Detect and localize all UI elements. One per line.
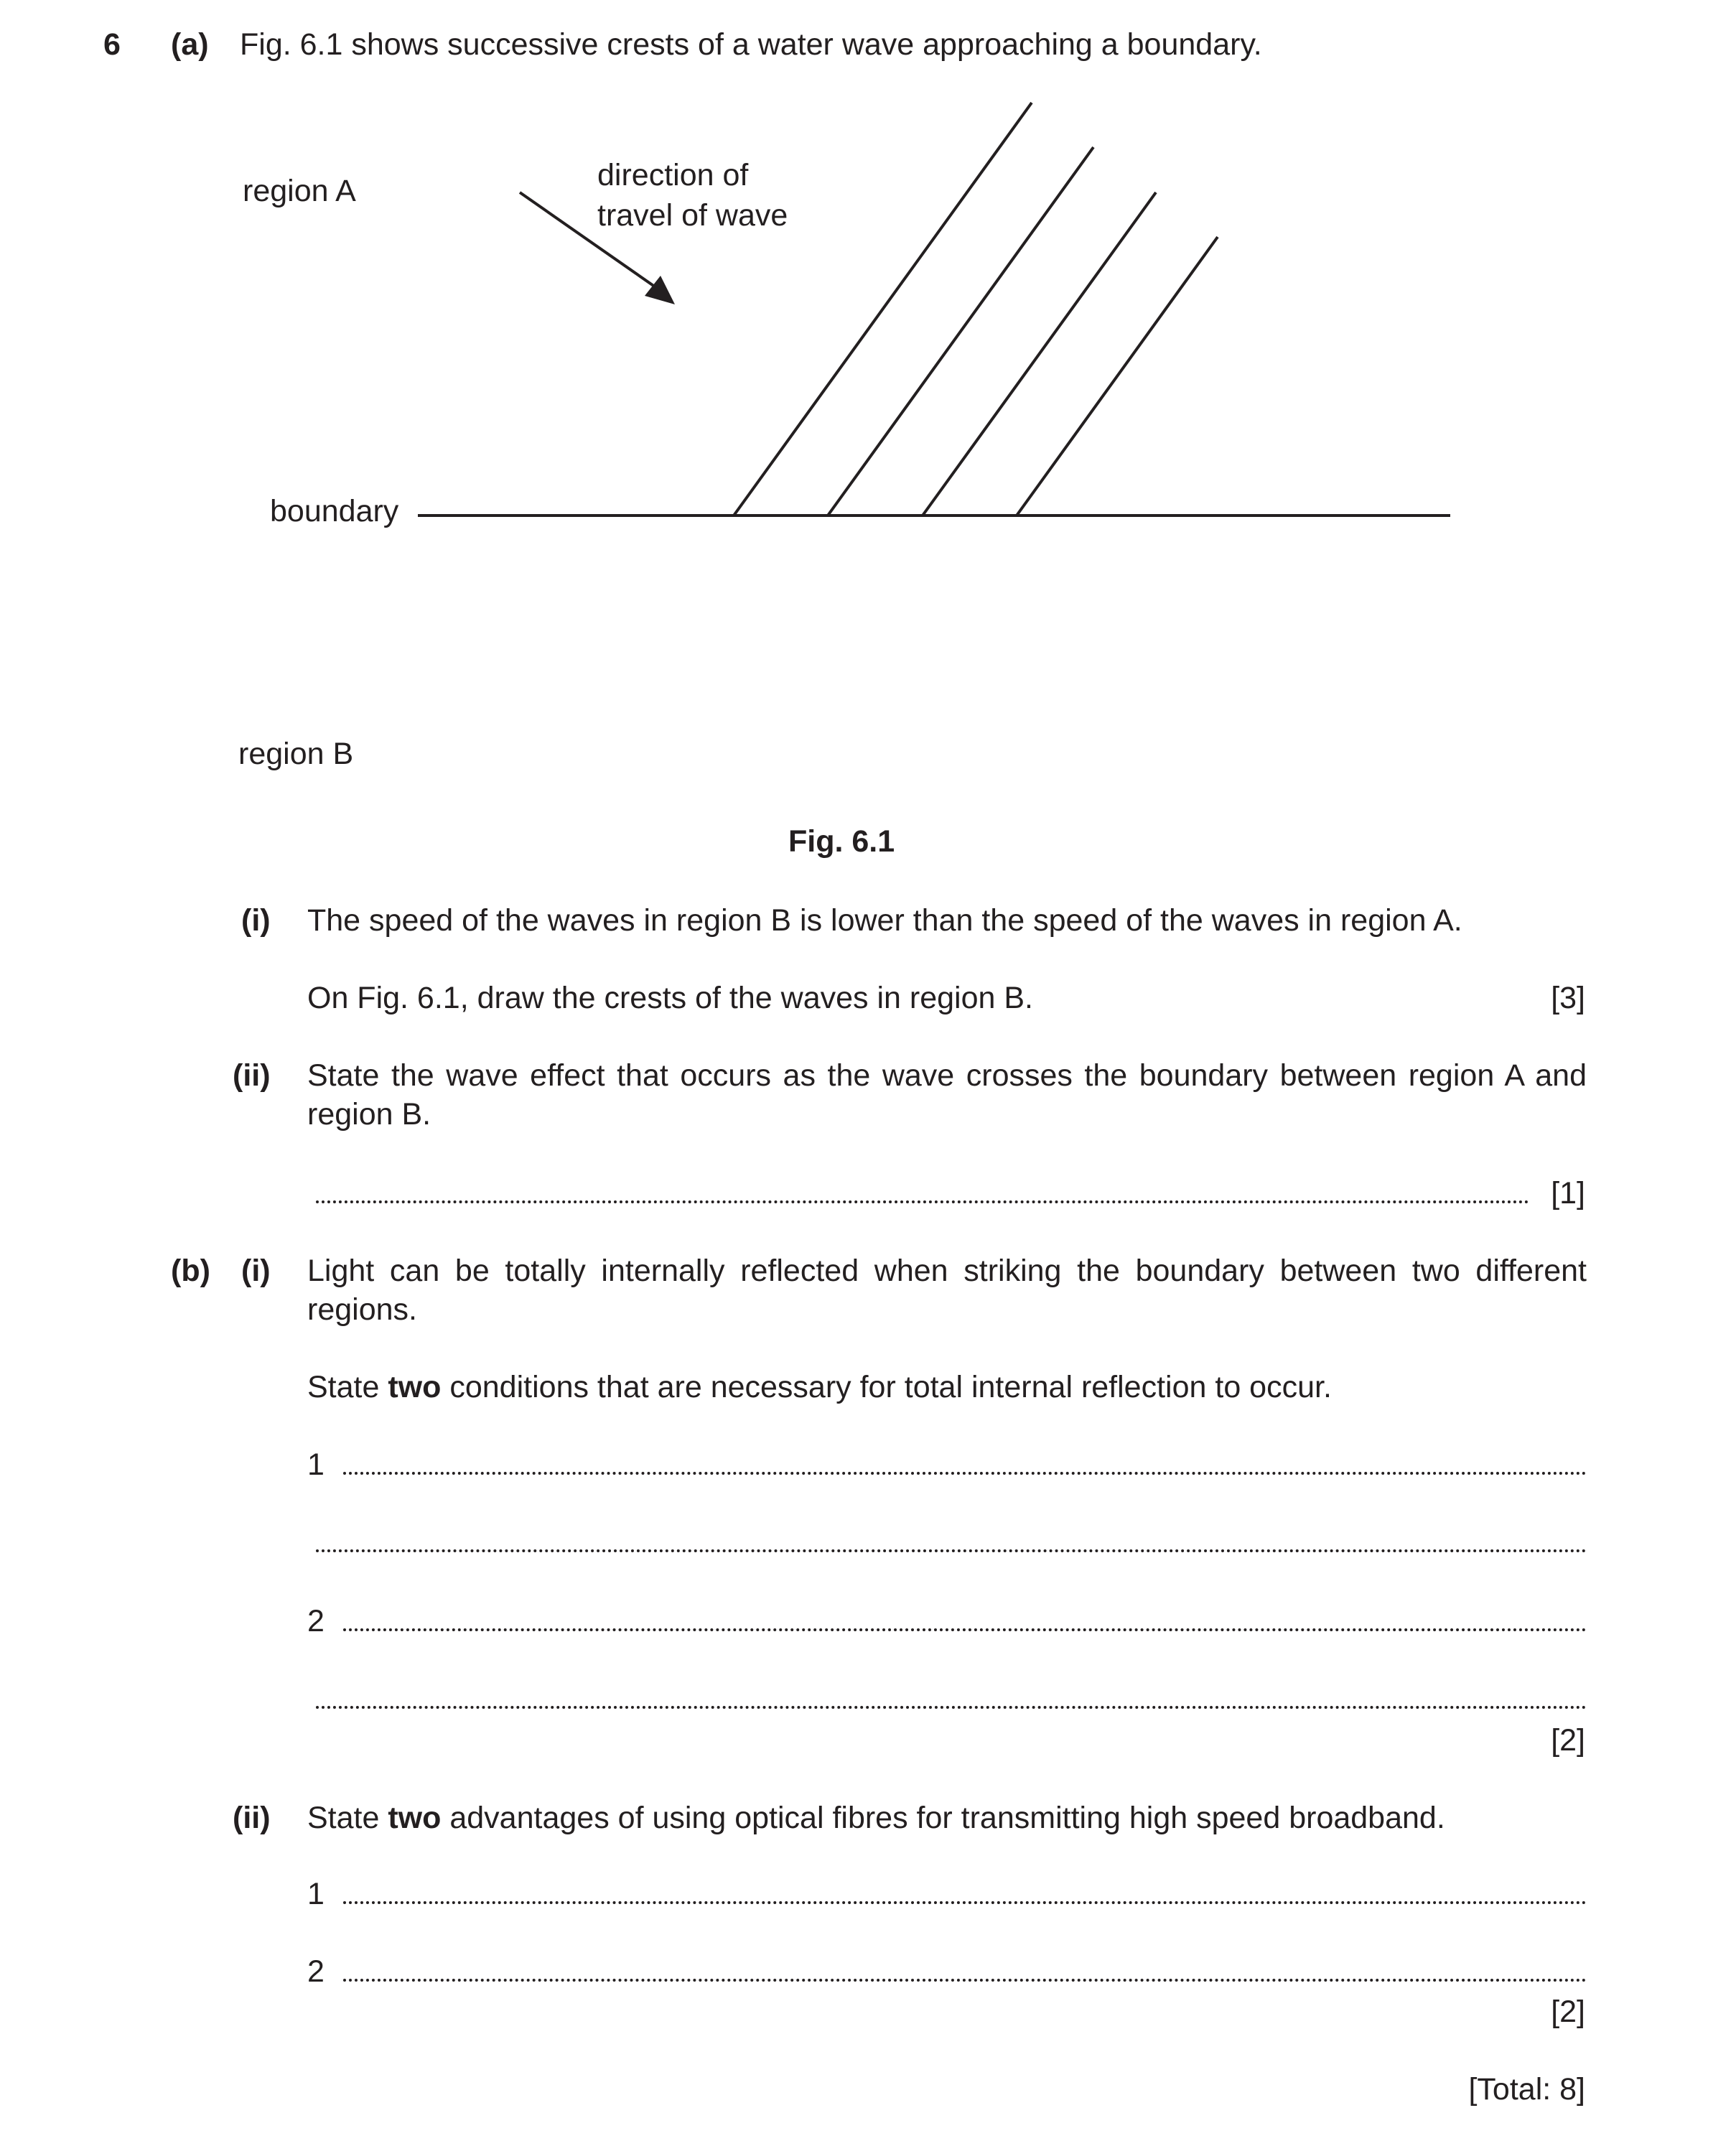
b-ii-instruction: State two advantages of using optical fibres for transmitting high speed broadband. <box>307 1801 1445 1835</box>
part-a-intro: Fig. 6.1 shows successive crests of a water wave approaching a boundary. <box>240 27 1262 62</box>
total-marks: [Total: 8] <box>1468 2072 1585 2107</box>
b-ii-marks: [2] <box>1551 1995 1585 2029</box>
region-b-label: region B <box>238 737 354 771</box>
a-i-label: (i) <box>241 903 271 938</box>
b-i-text: Light can be totally internally reflected when striking the boundary between two different regions. <box>307 1254 1587 1327</box>
b-i-answer-line-2b[interactable] <box>316 1706 1587 1709</box>
boundary-label: boundary <box>270 494 399 528</box>
b-ii-answer-line-1[interactable] <box>343 1901 1587 1904</box>
b-i-line1-number: 1 <box>307 1447 325 1482</box>
b-ii-line2-number: 2 <box>307 1954 325 1989</box>
b-i-instruction: State two conditions that are necessary for total internal reflection to occur. <box>307 1370 1332 1404</box>
direction-label-line1: direction of <box>597 158 749 192</box>
b-i-answer-line-1b[interactable] <box>316 1549 1587 1552</box>
wave-crest-4 <box>1017 237 1218 516</box>
a-ii-marks: [1] <box>1551 1176 1585 1211</box>
b-i-answer-line-2a[interactable] <box>343 1628 1587 1631</box>
b-i-answer-line-1a[interactable] <box>343 1472 1587 1475</box>
a-i-instruction: On Fig. 6.1, draw the crests of the waves in region B. <box>307 981 1033 1015</box>
b-ii-label: (ii) <box>233 1801 271 1835</box>
b-ii-answer-line-2[interactable] <box>343 1979 1587 1982</box>
b-ii-line1-number: 1 <box>307 1877 325 1911</box>
figure-caption: Fig. 6.1 <box>788 824 895 859</box>
part-b-label: (b) <box>171 1254 210 1288</box>
wave-crest-1 <box>734 103 1032 516</box>
a-i-marks: [3] <box>1551 981 1585 1015</box>
b-i-label: (i) <box>241 1254 271 1288</box>
question-number: 6 <box>103 27 121 62</box>
wave-crest-3 <box>923 192 1156 516</box>
a-ii-label: (ii) <box>233 1058 271 1093</box>
a-ii-text: State the wave effect that occurs as the wave crosses the boundary between region A and region B. <box>307 1058 1587 1132</box>
b-i-line2-number: 2 <box>307 1604 325 1638</box>
a-i-text: The speed of the waves in region B is lower than the speed of the waves in region A. <box>307 903 1462 938</box>
a-ii-answer-line[interactable] <box>316 1200 1529 1203</box>
b-i-marks: [2] <box>1551 1723 1585 1758</box>
direction-label-line2: travel of wave <box>597 198 788 233</box>
part-a-label: (a) <box>171 27 209 62</box>
region-a-label: region A <box>243 174 356 208</box>
